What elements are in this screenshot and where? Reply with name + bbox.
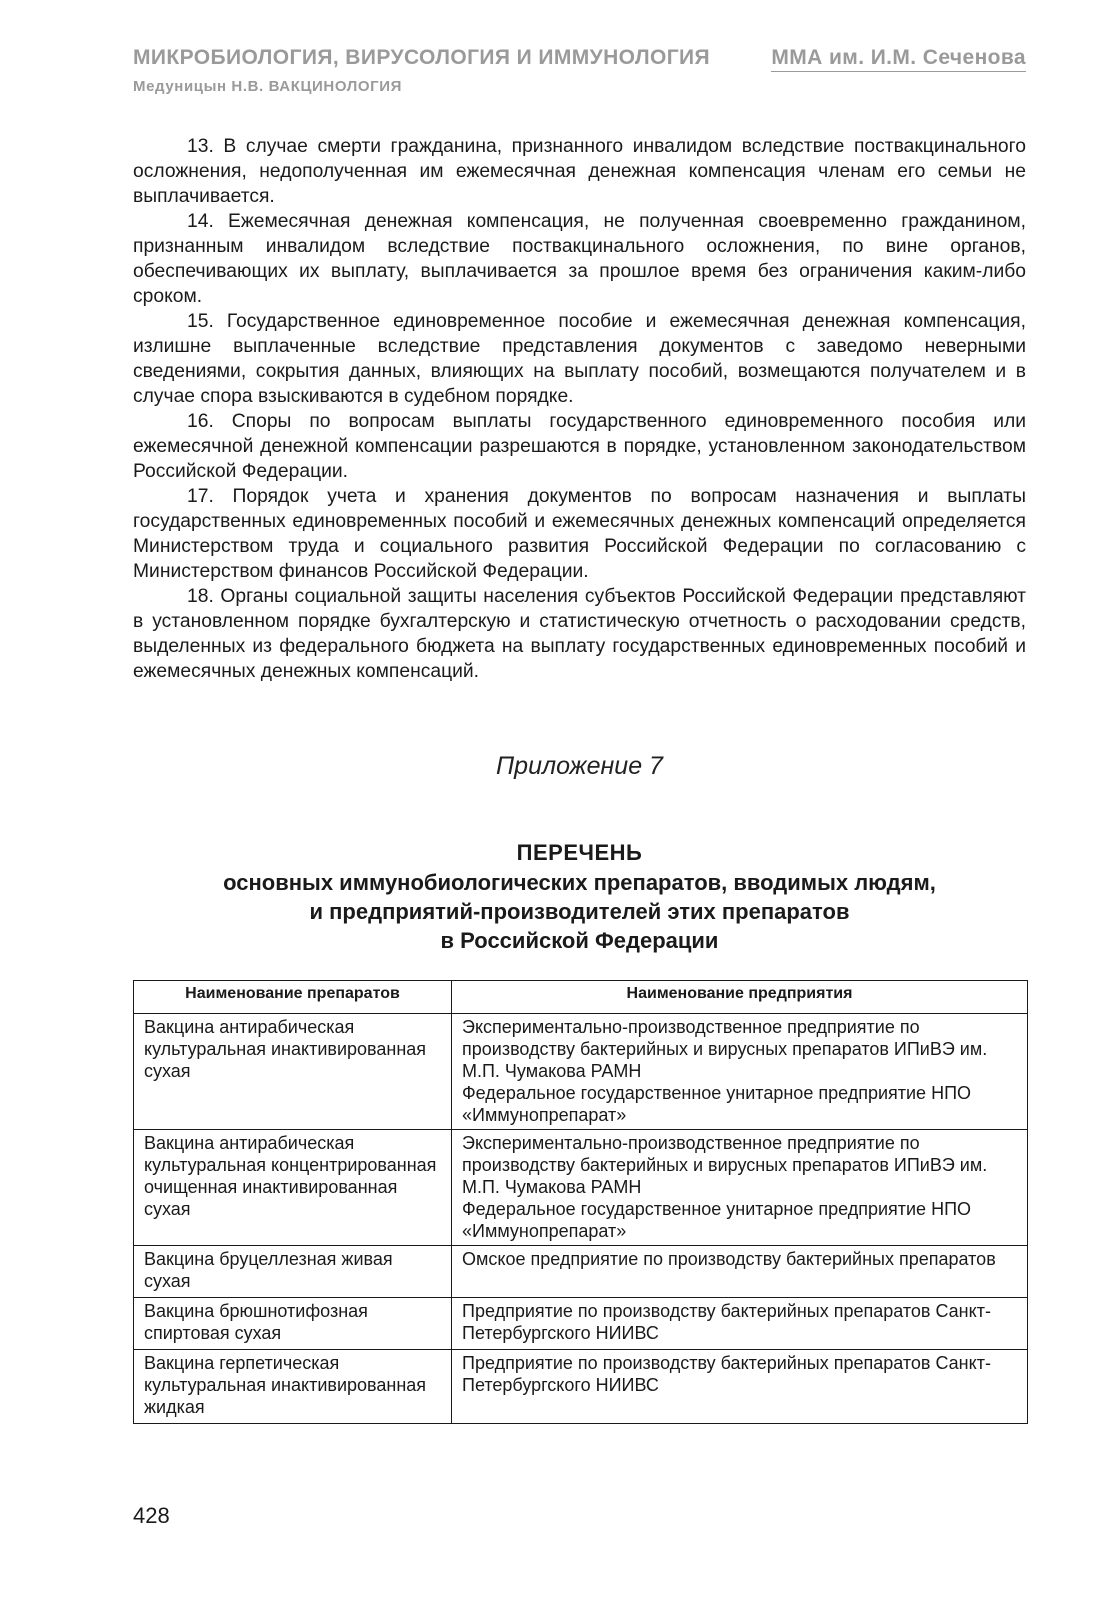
enterprise-name: Федеральное государственное унитарное предприятие НПО «Иммунопрепарат» xyxy=(462,1199,972,1241)
running-head-subject: МИКРОБИОЛОГИЯ, ВИРУСОЛОГИЯ И ИММУНОЛОГИЯ xyxy=(133,46,711,69)
table-row xyxy=(134,1298,1028,1350)
preparation-cell: Вакцина брюшнотифозная спиртовая сухая xyxy=(134,1298,452,1350)
preparation-cell: Вакцина антирабическая культуральная концентрированная очищенная инактивированная сухая xyxy=(134,1130,452,1246)
enterprise-name: Федеральное государственное унитарное предприятие НПО «Иммунопрепарат» xyxy=(462,1083,972,1125)
paragraph-13: 13. В случае смерти гражданина, признанного инвалидом вследствие поствакцинального осложнения, недополученная им ежемесячная денежная компенсация членам его семьи не выплачивается. xyxy=(133,136,1026,207)
running-head xyxy=(133,46,1026,95)
list-heading-line-3: в Российской Федерации xyxy=(440,928,719,953)
paragraph-15: 15. Государственное единовременное пособие и ежемесячная денежная компенсация, излишне выплаченные вследствие представления документов с заведомо неверными сведениями, сокрытия данных, влияющих на выплату пособий, возмещаются получателем и в случае спора взыскиваются в судебном порядке. xyxy=(133,311,1026,407)
enterprise-cell xyxy=(452,1014,1028,1130)
preparations-table xyxy=(133,980,1028,1424)
paragraph-18: 18. Органы социальной защиты населения субъектов Российской Федерации представляют в установленном порядке бухгалтерскую и статистическую отчетность о расходовании средств, выделенных из федерального бюджета на выплату государственных единовременных пособий и ежемесячных денежных компенсаций. xyxy=(133,586,1026,682)
table-row xyxy=(134,1014,1028,1130)
running-head-author: Медуницын Н.В. ВАКЦИНОЛОГИЯ xyxy=(133,78,402,95)
enterprise-cell xyxy=(452,1130,1028,1246)
table-header-row xyxy=(134,981,1028,1014)
enterprise-name: Предприятие по производству бактерийных препаратов Санкт-Петербургского НИИВС xyxy=(462,1353,991,1395)
list-heading-line-2: и предприятий-производителей этих препаратов xyxy=(309,899,850,924)
body-text xyxy=(133,134,1026,684)
enterprise-name: Омское предприятие по производству бактерийных препаратов xyxy=(462,1249,996,1269)
header-enterprise-name: Наименование предприятия xyxy=(452,981,1028,1014)
preparation-cell: Вакцина герпетическая культуральная инактивированная жидкая xyxy=(134,1350,452,1424)
preparation-cell: Вакцина бруцеллезная живая сухая xyxy=(134,1246,452,1298)
paragraph-17: 17. Порядок учета и хранения документов по вопросам назначения и выплаты государственных единовременных пособий и ежемесячных денежных компенсаций определяется Министерством труда и социального развития Российской Федерации по согласованию с Министерством финансов Российской Федерации. xyxy=(133,486,1026,582)
list-heading-line-1: основных иммунобиологических препаратов, вводимых людям, xyxy=(223,870,936,895)
list-heading xyxy=(133,838,1026,955)
paragraph-16: 16. Споры по вопросам выплаты государственного единовременного пособия или ежемесячной денежной компенсации разрешаются в порядке, установленном законодательством Российской Федерации. xyxy=(133,411,1026,482)
running-head-institution: ММА им. И.М. Сеченова xyxy=(771,46,1026,72)
header-preparation-name: Наименование препаратов xyxy=(134,981,452,1014)
table-row xyxy=(134,1350,1028,1424)
enterprise-name: Предприятие по производству бактерийных препаратов Санкт-Петербургского НИИВС xyxy=(462,1301,991,1343)
list-heading-title: ПЕРЕЧЕНЬ xyxy=(516,840,643,865)
enterprise-cell xyxy=(452,1350,1028,1424)
running-head-row xyxy=(133,46,1026,72)
appendix-label: Приложение 7 xyxy=(496,752,663,780)
table-row xyxy=(134,1130,1028,1246)
paragraph-14: 14. Ежемесячная денежная компенсация, не полученная своевременно гражданином, признанным инвалидом вследствие поствакцинального осложнения, по вине органов, обеспечивающих их выплату, выплачивается за прошлое время без ограничения каким-либо сроком. xyxy=(133,211,1026,307)
preparation-cell: Вакцина антирабическая культуральная инактивированная сухая xyxy=(134,1014,452,1130)
page-number: 428 xyxy=(133,1503,170,1528)
enterprise-cell xyxy=(452,1246,1028,1298)
enterprise-cell xyxy=(452,1298,1028,1350)
enterprise-name: Экспериментально-производственное предприятие по производству бактерийных и вирусных препаратов ИПиВЭ им. М.П. Чумакова РАМН xyxy=(462,1017,988,1081)
table-row xyxy=(134,1246,1028,1298)
enterprise-name: Экспериментально-производственное предприятие по производству бактерийных и вирусных препаратов ИПиВЭ им. М.П. Чумакова РАМН xyxy=(462,1133,988,1197)
